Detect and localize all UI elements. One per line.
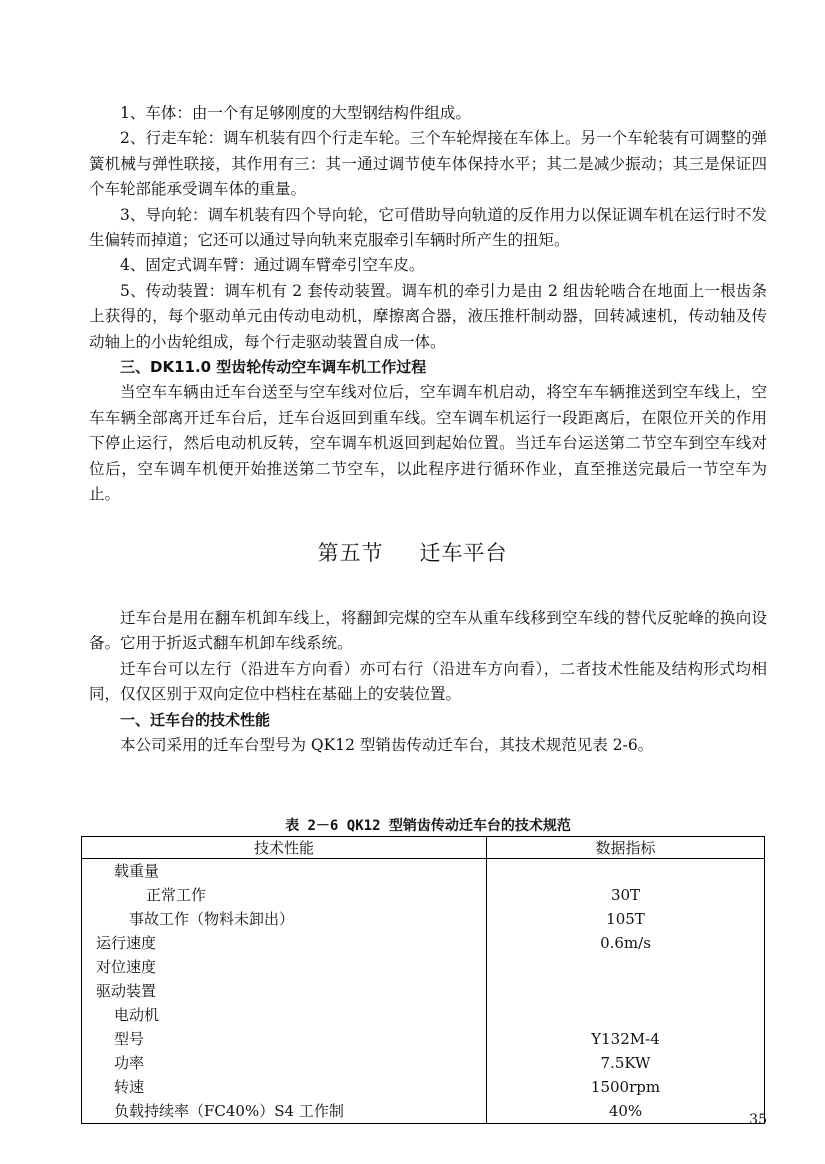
spec-label: 运行速度 [82, 931, 487, 955]
spec-value: 1500rpm [487, 1075, 765, 1099]
subheading: 三、DK11.0 型齿轮传动空车调车机工作过程 [120, 358, 427, 376]
spec-label: 驱动装置 [82, 979, 487, 1003]
section-number: 第五节 [317, 541, 384, 565]
page-number: 35 [749, 1112, 767, 1128]
table-row [82, 1075, 765, 1099]
table-row [82, 883, 765, 907]
spec-label: 电动机 [82, 1003, 487, 1027]
table-row [82, 1051, 765, 1075]
spec-label: 功率 [82, 1051, 487, 1075]
subheading: 一、迁车台的技术性能 [120, 710, 271, 729]
table-caption: 表 2－6 QK12 型销齿传动迁车台的技术规范 [285, 818, 571, 834]
paragraph: 3、导向轮：调车机装有四个导向轮，它可借助导向轨道的反作用力以保证调车机在运行时不发生偏转而掉道；它还可以通过导向轨来克服牵引车辆时所产生的扭矩。 [89, 205, 767, 249]
spec-value [487, 859, 765, 884]
spec-label: 负载持续率（FC40%）S4 工作制 [82, 1099, 487, 1124]
header-value: 数据指标 [487, 837, 765, 859]
paragraph: 迁车台可以左行（沿进车方向看）亦可右行（沿进车方向看），二者技术性能及结构形式均相同，仅仅区别于双向定位中档柱在基础上的安装位置。 [89, 659, 767, 704]
spec-value [487, 1003, 765, 1027]
header-spec: 技术性能 [82, 837, 487, 859]
spec-label: 事故工作（物料未卸出） [82, 907, 487, 931]
table-row [82, 1099, 765, 1124]
spec-label: 正常工作 [82, 883, 487, 907]
spec-label: 对位速度 [82, 955, 487, 979]
spec-value: 7.5KW [487, 1051, 765, 1075]
table-row [82, 931, 765, 955]
section-title: 迁车平台 [419, 541, 508, 565]
spec-label: 转速 [82, 1075, 487, 1099]
spec-value [487, 955, 765, 979]
table-header-row [82, 837, 765, 859]
paragraph: 1、车体：由一个有足够刚度的大型钢结构件组成。 [120, 104, 471, 122]
spec-value: 30T [487, 883, 765, 907]
spec-value: 40% [487, 1099, 765, 1124]
table-row [82, 907, 765, 931]
paragraph: 本公司采用的迁车台型号为 QK12 型销齿传动迁车台，其技术规范见表 2-6。 [120, 736, 654, 754]
table-row [82, 1003, 765, 1027]
spec-value: 0.6m/s [487, 931, 765, 955]
paragraph: 4、固定式调车臂：通过调车臂牵引空车皮。 [120, 256, 425, 275]
table-row [82, 979, 765, 1003]
table-row [82, 1027, 765, 1051]
table-row [82, 859, 765, 884]
spec-label: 型号 [82, 1027, 487, 1051]
paragraph: 2、行走车轮：调车机装有四个行走车轮。三个车轮焊接在车体上。另一个车轮装有可调整的弹簧机械与弹性联接，其作用有三：其一通过调节使车体保持水平；其二是减少振动；其三是保证四个车轮部能承受调车体的重量。 [89, 129, 767, 199]
section-heading [0, 537, 825, 567]
spec-value [487, 979, 765, 1003]
paragraph: 迁车台是用在翻车机卸车线上，将翻卸完煤的空车从重车线移到空车线的替代反驼峰的换向设备。它用于折返式翻车机卸车线系统。 [89, 609, 767, 653]
spec-table [81, 836, 765, 1124]
spec-value: Y132M-4 [487, 1027, 765, 1051]
spec-label: 载重量 [82, 859, 487, 884]
table-row [82, 955, 765, 979]
spec-value: 105T [487, 907, 765, 931]
paragraph: 当空车车辆由迁车台送至与空车线对位后，空车调车机启动，将空车车辆推送到空车线上，空车车辆全部离开迁车台后，迁车台返回到重车线。空车调车机运行一段距离后，在限位开关的作用下停止运行，然后电动机反转，空车调车机返回到起始位置。当迁车台运送第二节空车到空车线对位后，空车调车机便开始推送第二节空车，以此程序进行循环作业，直至推送完最后一节空车为止。 [89, 383, 767, 504]
paragraph: 5、传动装置：调车机有 2 套传动装置。调车机的牵引力是由 2 组齿轮啮合在地面上一根齿条上获得的，每个驱动单元由传动电动机，摩擦离合器，液压推杆制动器，回转减速机，传动轴及传动轴上的小齿轮组成，每个行走驱动装置自成一体。 [89, 281, 767, 351]
